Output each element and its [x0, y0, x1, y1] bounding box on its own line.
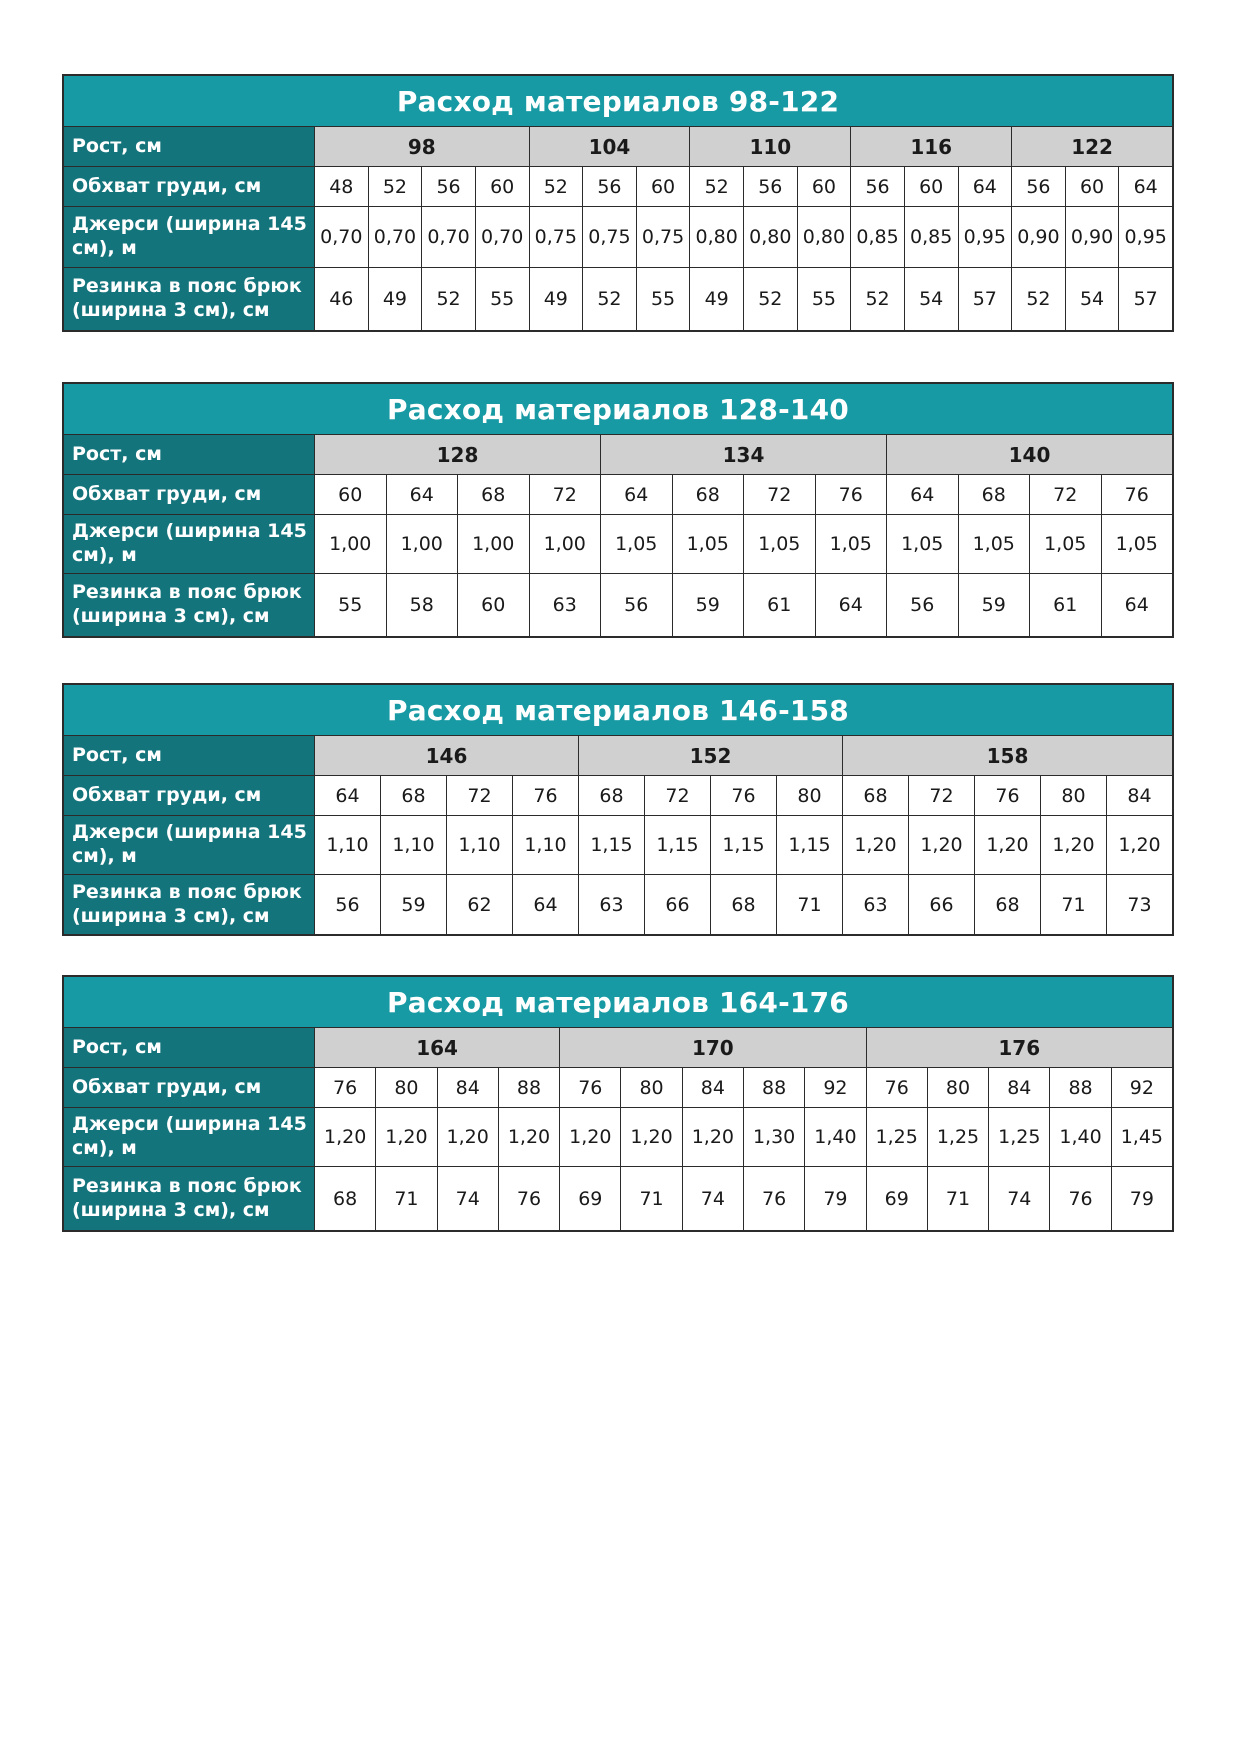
chest-cell: 80 [928, 1068, 988, 1107]
jersey-cell: 0,85 [905, 207, 958, 267]
chest-label: Обхват груди, см [64, 1068, 314, 1107]
elastic-cell: 49 [690, 268, 743, 330]
chest-cell: 76 [560, 1068, 620, 1107]
jersey-cell: 0,80 [744, 207, 797, 267]
jersey-cell: 1,15 [777, 816, 842, 874]
jersey-cell: 0,70 [369, 207, 422, 267]
chest-cell: 56 [583, 167, 636, 206]
height-header: 122 [1012, 127, 1172, 166]
elastic-cell: 71 [621, 1167, 681, 1230]
elastic-cell: 52 [422, 268, 475, 330]
elastic-cell: 55 [476, 268, 529, 330]
chest-cell: 72 [744, 475, 815, 514]
jersey-cell: 1,20 [560, 1108, 620, 1166]
chest-cell: 56 [1012, 167, 1065, 206]
elastic-cell: 71 [376, 1167, 436, 1230]
height-header: 98 [315, 127, 529, 166]
height-header: 128 [315, 435, 600, 474]
jersey-label: Джерси (ширина 145 см), м [64, 207, 314, 267]
chest-cell: 72 [447, 776, 512, 815]
jersey-cell: 1,10 [447, 816, 512, 874]
jersey-cell: 1,20 [499, 1108, 559, 1166]
height-label: Рост, см [64, 736, 314, 775]
jersey-cell: 1,05 [744, 515, 815, 573]
table-title: Расход материалов 128-140 [64, 384, 1172, 434]
elastic-cell: 63 [843, 875, 908, 934]
elastic-cell: 61 [1030, 574, 1101, 636]
jersey-cell: 0,95 [959, 207, 1012, 267]
chest-label: Обхват груди, см [64, 167, 314, 206]
chest-cell: 60 [905, 167, 958, 206]
jersey-cell: 1,05 [816, 515, 887, 573]
chest-cell: 56 [744, 167, 797, 206]
chest-cell: 60 [798, 167, 851, 206]
height-header: 158 [843, 736, 1172, 775]
chest-cell: 80 [1041, 776, 1106, 815]
jersey-cell: 1,00 [387, 515, 458, 573]
jersey-cell: 0,75 [637, 207, 690, 267]
chest-cell: 76 [975, 776, 1040, 815]
chest-label: Обхват груди, см [64, 776, 314, 815]
chest-cell: 80 [777, 776, 842, 815]
elastic-cell: 60 [458, 574, 529, 636]
jersey-cell: 1,20 [683, 1108, 743, 1166]
chest-cell: 52 [369, 167, 422, 206]
elastic-cell: 63 [530, 574, 601, 636]
elastic-cell: 56 [887, 574, 958, 636]
chest-cell: 84 [989, 1068, 1049, 1107]
chest-cell: 76 [1102, 475, 1173, 514]
chest-cell: 72 [530, 475, 601, 514]
jersey-label: Джерси (ширина 145 см), м [64, 1108, 314, 1166]
chest-cell: 68 [458, 475, 529, 514]
elastic-cell: 74 [989, 1167, 1049, 1230]
jersey-cell: 1,20 [621, 1108, 681, 1166]
chest-cell: 60 [315, 475, 386, 514]
chest-cell: 88 [744, 1068, 804, 1107]
jersey-cell: 1,15 [579, 816, 644, 874]
jersey-cell: 1,05 [1102, 515, 1173, 573]
jersey-cell: 1,05 [1030, 515, 1101, 573]
elastic-label: Резинка в пояс брюк (ширина 3 см), см [64, 1167, 314, 1230]
chest-cell: 76 [513, 776, 578, 815]
elastic-cell: 68 [975, 875, 1040, 934]
chest-cell: 64 [959, 167, 1012, 206]
jersey-cell: 1,25 [989, 1108, 1049, 1166]
height-header: 140 [887, 435, 1172, 474]
height-header: 152 [579, 736, 842, 775]
chest-cell: 56 [851, 167, 904, 206]
chest-cell: 56 [422, 167, 475, 206]
chest-cell: 64 [887, 475, 958, 514]
height-label: Рост, см [64, 127, 314, 166]
elastic-cell: 49 [369, 268, 422, 330]
elastic-cell: 64 [1102, 574, 1173, 636]
material-table-146-158 [62, 683, 1174, 936]
elastic-cell: 71 [777, 875, 842, 934]
jersey-cell: 1,05 [673, 515, 744, 573]
elastic-cell: 54 [905, 268, 958, 330]
height-header: 146 [315, 736, 578, 775]
jersey-cell: 1,15 [645, 816, 710, 874]
chest-cell: 80 [376, 1068, 436, 1107]
chest-cell: 52 [530, 167, 583, 206]
chest-cell: 72 [1030, 475, 1101, 514]
height-header: 164 [315, 1028, 559, 1067]
jersey-cell: 1,20 [1107, 816, 1172, 874]
jersey-cell: 0,95 [1119, 207, 1172, 267]
table-title: Расход материалов 146-158 [64, 685, 1172, 735]
jersey-cell: 1,20 [315, 1108, 375, 1166]
jersey-cell: 0,70 [422, 207, 475, 267]
jersey-cell: 1,05 [601, 515, 672, 573]
chest-cell: 92 [805, 1068, 865, 1107]
chest-cell: 60 [1066, 167, 1119, 206]
chest-cell: 76 [315, 1068, 375, 1107]
chest-cell: 84 [683, 1068, 743, 1107]
jersey-label: Джерси (ширина 145 см), м [64, 816, 314, 874]
jersey-cell: 1,05 [887, 515, 958, 573]
jersey-cell: 1,10 [513, 816, 578, 874]
jersey-cell: 1,05 [959, 515, 1030, 573]
elastic-cell: 49 [530, 268, 583, 330]
chest-cell: 84 [438, 1068, 498, 1107]
table-title: Расход материалов 98-122 [64, 76, 1172, 126]
elastic-cell: 59 [959, 574, 1030, 636]
material-table-98-122 [62, 74, 1174, 332]
elastic-cell: 76 [499, 1167, 559, 1230]
jersey-cell: 1,00 [315, 515, 386, 573]
height-header: 110 [690, 127, 850, 166]
jersey-cell: 1,40 [1050, 1108, 1110, 1166]
elastic-cell: 55 [315, 574, 386, 636]
chest-cell: 52 [690, 167, 743, 206]
chest-cell: 72 [645, 776, 710, 815]
chest-cell: 76 [711, 776, 776, 815]
elastic-cell: 74 [683, 1167, 743, 1230]
jersey-cell: 1,15 [711, 816, 776, 874]
chest-cell: 64 [315, 776, 380, 815]
elastic-cell: 68 [315, 1167, 375, 1230]
elastic-cell: 64 [513, 875, 578, 934]
jersey-cell: 1,00 [458, 515, 529, 573]
elastic-cell: 63 [579, 875, 644, 934]
jersey-cell: 1,20 [1041, 816, 1106, 874]
elastic-cell: 71 [928, 1167, 988, 1230]
elastic-cell: 68 [711, 875, 776, 934]
elastic-cell: 52 [1012, 268, 1065, 330]
chest-label: Обхват груди, см [64, 475, 314, 514]
jersey-cell: 0,75 [530, 207, 583, 267]
jersey-cell: 0,90 [1012, 207, 1065, 267]
chest-cell: 68 [843, 776, 908, 815]
jersey-cell: 1,20 [438, 1108, 498, 1166]
chest-cell: 88 [1050, 1068, 1110, 1107]
chest-cell: 60 [637, 167, 690, 206]
elastic-cell: 71 [1041, 875, 1106, 934]
jersey-cell: 0,90 [1066, 207, 1119, 267]
chest-cell: 76 [816, 475, 887, 514]
jersey-cell: 1,10 [315, 816, 380, 874]
chest-cell: 68 [381, 776, 446, 815]
chest-cell: 88 [499, 1068, 559, 1107]
jersey-cell: 1,40 [805, 1108, 865, 1166]
jersey-cell: 0,70 [476, 207, 529, 267]
elastic-cell: 64 [816, 574, 887, 636]
height-label: Рост, см [64, 1028, 314, 1067]
elastic-cell: 79 [1112, 1167, 1172, 1230]
chest-cell: 80 [621, 1068, 681, 1107]
elastic-cell: 59 [673, 574, 744, 636]
jersey-cell: 1,25 [867, 1108, 927, 1166]
elastic-cell: 52 [851, 268, 904, 330]
jersey-cell: 1,20 [975, 816, 1040, 874]
height-label: Рост, см [64, 435, 314, 474]
height-header: 104 [530, 127, 690, 166]
material-table-128-140 [62, 382, 1174, 638]
chest-cell: 64 [1119, 167, 1172, 206]
jersey-cell: 0,70 [315, 207, 368, 267]
elastic-cell: 55 [798, 268, 851, 330]
elastic-cell: 56 [601, 574, 672, 636]
chest-cell: 84 [1107, 776, 1172, 815]
chest-cell: 64 [601, 475, 672, 514]
jersey-cell: 1,20 [376, 1108, 436, 1166]
elastic-cell: 56 [315, 875, 380, 934]
chest-cell: 64 [387, 475, 458, 514]
elastic-cell: 74 [438, 1167, 498, 1230]
jersey-cell: 1,00 [530, 515, 601, 573]
elastic-cell: 76 [1050, 1167, 1110, 1230]
jersey-cell: 1,20 [909, 816, 974, 874]
elastic-cell: 69 [560, 1167, 620, 1230]
chest-cell: 68 [579, 776, 644, 815]
chest-cell: 72 [909, 776, 974, 815]
elastic-cell: 66 [645, 875, 710, 934]
elastic-cell: 79 [805, 1167, 865, 1230]
chest-cell: 76 [867, 1068, 927, 1107]
elastic-cell: 61 [744, 574, 815, 636]
jersey-cell: 0,75 [583, 207, 636, 267]
elastic-cell: 69 [867, 1167, 927, 1230]
elastic-cell: 62 [447, 875, 512, 934]
jersey-cell: 0,80 [798, 207, 851, 267]
jersey-cell: 1,45 [1112, 1108, 1172, 1166]
elastic-cell: 59 [381, 875, 446, 934]
chest-cell: 92 [1112, 1068, 1172, 1107]
jersey-cell: 1,10 [381, 816, 446, 874]
elastic-cell: 55 [637, 268, 690, 330]
elastic-cell: 57 [959, 268, 1012, 330]
height-header: 116 [851, 127, 1011, 166]
height-header: 134 [601, 435, 886, 474]
chest-cell: 48 [315, 167, 368, 206]
material-table-164-176 [62, 975, 1174, 1232]
chest-cell: 68 [959, 475, 1030, 514]
chest-cell: 60 [476, 167, 529, 206]
elastic-cell: 52 [744, 268, 797, 330]
elastic-cell: 73 [1107, 875, 1172, 934]
jersey-cell: 0,85 [851, 207, 904, 267]
elastic-cell: 52 [583, 268, 636, 330]
elastic-label: Резинка в пояс брюк (ширина 3 см), см [64, 268, 314, 330]
height-header: 170 [560, 1028, 865, 1067]
jersey-cell: 1,30 [744, 1108, 804, 1166]
height-header: 176 [867, 1028, 1172, 1067]
elastic-cell: 58 [387, 574, 458, 636]
jersey-cell: 0,80 [690, 207, 743, 267]
table-title: Расход материалов 164-176 [64, 977, 1172, 1027]
elastic-label: Резинка в пояс брюк (ширина 3 см), см [64, 574, 314, 636]
chest-cell: 68 [673, 475, 744, 514]
elastic-cell: 76 [744, 1167, 804, 1230]
jersey-cell: 1,20 [843, 816, 908, 874]
elastic-cell: 46 [315, 268, 368, 330]
elastic-cell: 57 [1119, 268, 1172, 330]
jersey-cell: 1,25 [928, 1108, 988, 1166]
elastic-cell: 66 [909, 875, 974, 934]
jersey-label: Джерси (ширина 145 см), м [64, 515, 314, 573]
elastic-cell: 54 [1066, 268, 1119, 330]
elastic-label: Резинка в пояс брюк (ширина 3 см), см [64, 875, 314, 934]
